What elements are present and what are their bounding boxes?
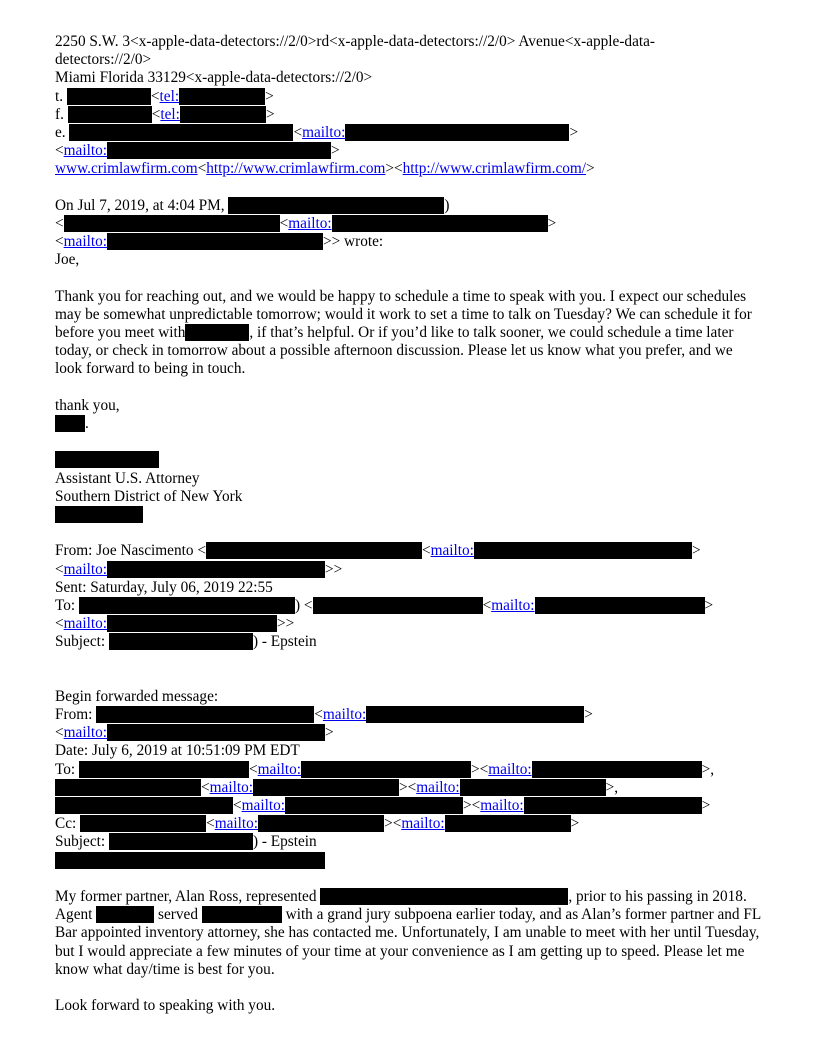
redaction (55, 506, 143, 523)
subject-line: Subject: ) - Epstein (55, 633, 317, 651)
forwarded-to: To: <mailto: ><mailto: >, (55, 760, 715, 778)
mailto-link[interactable]: mailto: (63, 233, 107, 251)
redaction (69, 124, 293, 141)
website-link[interactable]: http://www.crimlawfirm.com/ (402, 160, 587, 178)
forwarded-cc: Cc: <mailto: ><mailto: > (55, 815, 580, 833)
mailto-link[interactable]: mailto: (430, 542, 474, 560)
mailto-link[interactable]: mailto: (241, 796, 285, 814)
email-line: <mailto: > (55, 142, 340, 160)
redaction (109, 833, 253, 850)
redaction (107, 561, 325, 578)
redaction (185, 324, 249, 341)
mailto-link[interactable]: mailto: (209, 778, 253, 796)
mailto-link[interactable]: mailto: (63, 560, 107, 578)
redaction (258, 815, 384, 832)
website-line: www.crimlawfirm.com<http://www.crimlawfirm.com><http://www.crimlawfirm.com/> (55, 160, 595, 178)
tel-link[interactable]: tel: (159, 87, 180, 105)
mailto-link[interactable]: mailto: (480, 796, 524, 814)
sent-line: Sent: Saturday, July 06, 2019 22:55 (55, 578, 273, 596)
signoff: thank you, (55, 396, 120, 414)
mailto-link[interactable]: mailto: (288, 214, 332, 232)
mailto-link[interactable]: mailto: (322, 706, 367, 724)
redacted-line (55, 852, 763, 870)
redaction (107, 724, 325, 741)
email-line: e. <mailto: > (55, 123, 579, 141)
forwarded-intro: Begin forwarded message: (55, 687, 219, 705)
redaction (460, 779, 606, 796)
redaction (202, 906, 282, 923)
redaction (532, 761, 702, 778)
reply-header: <mailto: >> wrote: (55, 233, 384, 251)
redaction (109, 633, 253, 650)
mailto-link[interactable]: mailto: (416, 778, 460, 796)
to-line: <mailto: >> (55, 615, 295, 633)
phone-line: t. <tel: > (55, 87, 274, 105)
redaction (107, 233, 323, 250)
address-line: Miami Florida 33129<x-apple-data-detectors://2/0> (55, 69, 373, 87)
forwarded-body: My former partner, Alan Ross, represented , prior to his passing in 2018. Agent served with a grand jury subpoena earlier today, and as Alan’s former partner and FL Bar appointed inventory attorney, she has contacted me. Unfortunately, I am unable to meet with her until Tuesday, but I would appreciate a few minutes of your time at your convenience as I am getting up to speed. Please let me know what day/time is best for you. (55, 887, 761, 978)
redaction (332, 215, 548, 232)
redaction (55, 451, 159, 468)
sender-initial: . (55, 415, 763, 433)
reply-body: Thank you for reaching out, and we would be happy to schedule a time to speak with you. I expect our schedules may be somewhat unpredictable tomorrow; would it work to set a time to talk on Tuesday? We can schedule it for before you meet with , if that’s helpful. Or if you’d like to talk sooner, we could schedule a time later today, or check in tomorrow about a possible afternoon discussion. Please let us know what you prefer, and we look forward to being in touch. (55, 287, 752, 378)
redaction (80, 815, 206, 832)
fax-line: f. <tel: > (55, 105, 275, 123)
mailto-link[interactable]: mailto: (491, 596, 535, 614)
greeting: Joe, (55, 251, 80, 269)
redaction (179, 88, 265, 105)
from-line: From: Joe Nascimento < <mailto: > (55, 542, 701, 560)
email-document (55, 33, 763, 1015)
mailto-link[interactable]: mailto: (488, 760, 532, 778)
redaction (107, 142, 331, 159)
website-link[interactable]: www.crimlawfirm.com (55, 160, 198, 178)
mailto-link[interactable]: mailto: (214, 815, 259, 833)
from-line: <mailto: >> (55, 560, 343, 578)
forwarded-from: From: <mailto: > (55, 706, 593, 724)
mailto-link[interactable]: mailto: (302, 123, 346, 141)
forwarded-subject: Subject: ) - Epstein (55, 833, 317, 851)
redaction (180, 106, 266, 123)
redaction (366, 706, 584, 723)
redaction (96, 906, 154, 923)
redaction (228, 197, 444, 214)
redaction (285, 797, 463, 814)
redaction (301, 761, 471, 778)
redaction (79, 761, 249, 778)
address-line: 2250 S.W. 3<x-apple-data-detectors://2/0>rd<x-apple-data-detectors://2/0> Avenue<x-apple-data- (55, 33, 655, 50)
forwarded-to: <mailto: ><mailto: > (55, 797, 763, 815)
redaction (524, 797, 702, 814)
signature-office: Southern District of New York (55, 487, 243, 505)
redaction (79, 597, 295, 614)
redaction (474, 542, 692, 559)
signature-name (55, 451, 763, 469)
mailto-link[interactable]: mailto: (401, 815, 445, 833)
signature-contact (55, 506, 763, 524)
redaction (320, 888, 568, 905)
redaction (55, 797, 233, 814)
redaction (68, 106, 152, 123)
redaction (206, 542, 422, 559)
signature-title: Assistant U.S. Attorney (55, 469, 200, 487)
forwarded-to: <mailto: ><mailto: >, (55, 779, 763, 797)
mailto-link[interactable]: mailto: (63, 724, 107, 742)
mailto-link[interactable]: mailto: (63, 615, 107, 633)
address-line: detectors://2/0> (55, 51, 152, 69)
mailto-link[interactable]: mailto: (63, 142, 107, 160)
redaction (445, 815, 571, 832)
redaction (55, 852, 325, 869)
redaction (253, 779, 399, 796)
redaction (67, 88, 151, 105)
tel-link[interactable]: tel: (160, 105, 180, 123)
mailto-link[interactable]: mailto: (257, 760, 301, 778)
redaction (55, 779, 201, 796)
forwarded-from: <mailto: > (55, 724, 334, 742)
redaction (107, 615, 277, 632)
redaction (55, 415, 85, 432)
redaction (535, 597, 705, 614)
redaction (313, 597, 483, 614)
closing-line: Look forward to speaking with you. (55, 997, 276, 1015)
reply-header: < <mailto: > (55, 214, 557, 232)
reply-header: On Jul 7, 2019, at 4:04 PM, ) (55, 196, 450, 214)
redaction (345, 124, 569, 141)
redaction (64, 215, 280, 232)
website-link[interactable]: http://www.crimlawfirm.com (206, 160, 386, 178)
redaction (96, 706, 314, 723)
forwarded-date: Date: July 6, 2019 at 10:51:09 PM EDT (55, 742, 300, 760)
to-line: To: ) < <mailto: > (55, 596, 714, 614)
